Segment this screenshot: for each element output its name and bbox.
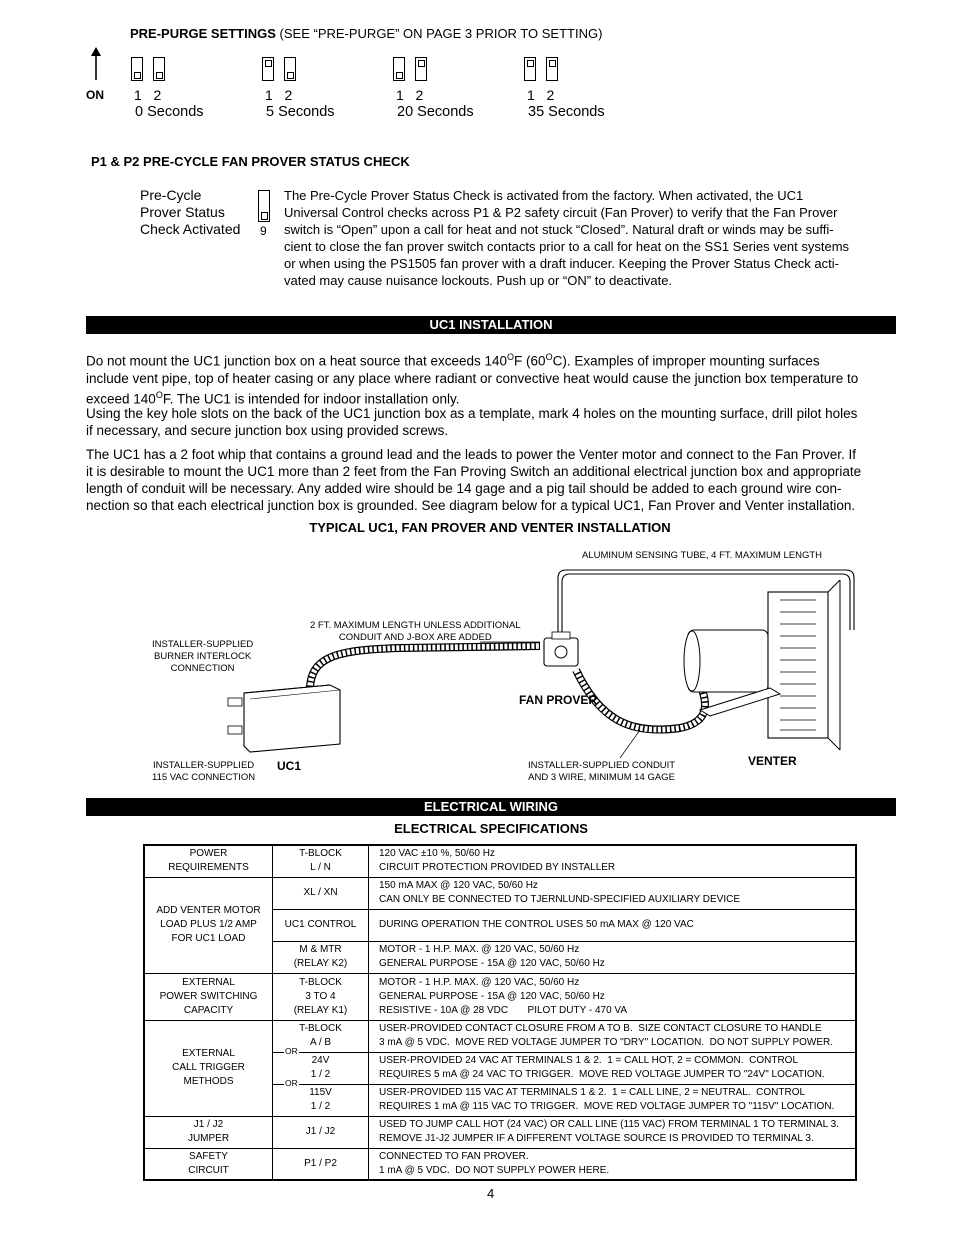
dip-switch-knob (549, 60, 556, 67)
cell-line: CAPACITY (183, 1004, 234, 1016)
cell-line: XL / XN (303, 887, 338, 898)
on-label: ON (86, 88, 104, 102)
cell-line: REQUIRES 1 mA @ 115 VAC TO TRIGGER. MOVE RED VOLTAGE JUMPER TO "115V" LOCATION. (379, 1101, 835, 1112)
installation-line (86, 387, 896, 408)
precycle-description-line: The Pre-Cycle Prover Status Check is activated from the factory. When activated, the UC1 (284, 188, 804, 203)
spec-group-cell (144, 845, 273, 877)
installation-paragraph-2 (86, 405, 896, 439)
precycle-label-line: Prover Status (140, 204, 225, 220)
label-line: 115 VAC CONNECTION (152, 772, 256, 783)
spec-terminal-cell (273, 1148, 369, 1180)
dip-switch-knob (418, 60, 425, 67)
diagram-label-conduit (528, 760, 675, 784)
table-row (144, 973, 856, 1020)
precycle-description-line: vated may cause nuisance lockouts. Push up or “ON” to deactivate. (284, 273, 673, 288)
precycle-label (140, 187, 240, 238)
installation-line: nection so that each electrical junction box is grounded. See diagram below for a typical UC1, Fan Prover and Venter installation. (86, 498, 856, 513)
prepurge-title: PRE-PURGE SETTINGS (130, 26, 276, 41)
switch-numbers: 1 2 (134, 87, 162, 103)
cell-line: GENERAL PURPOSE - 15A @ 120 VAC, 50/60 Hz (379, 990, 605, 1002)
spec-group-cell (144, 877, 273, 973)
cell-line: P1 / P2 (304, 1157, 337, 1169)
cell-line: 1 / 2 (310, 1101, 331, 1112)
spec-group-cell (144, 1148, 273, 1180)
cell-line: J1 / J2 (305, 1126, 336, 1137)
cell-line: REQUIREMENTS (168, 862, 249, 874)
spec-group-cell (144, 1116, 273, 1148)
cell-line: 24V (311, 1055, 330, 1066)
dip-switch-knob (527, 60, 534, 67)
diagram-label-fan-prover: FAN PROVER (519, 693, 598, 707)
installation-paragraph-3 (86, 446, 896, 514)
cell-line: JUMPER (187, 1133, 230, 1144)
degree-sup: O (155, 389, 163, 400)
prepurge-heading (130, 26, 602, 41)
switch-numbers: 1 2 (396, 87, 424, 103)
cell-line: POWER SWITCHING (159, 990, 258, 1002)
label-line: INSTALLER-SUPPLIED (152, 760, 255, 771)
text-run: F (60 (514, 353, 546, 369)
cell-line: A / B (309, 1037, 332, 1048)
spec-terminal-cell (273, 877, 369, 909)
diagram-label-interlock (152, 639, 253, 675)
spec-terminal-cell (273, 973, 369, 1020)
precycle-label-line: Pre-Cycle (140, 187, 202, 203)
installation-line: Using the key hole slots on the back of the UC1 junction box as a template, mark 4 holes on the mounting surface, drill pilot holes (86, 406, 858, 421)
installation-line: it is desirable to mount the UC1 more than 2 feet from the Fan Proving Switch an additional electrical junction box and appropriate (86, 464, 862, 479)
dip-switch-1[interactable] (262, 57, 274, 81)
cell-line: USED TO JUMP CALL HOT (24 VAC) OR CALL LINE (115 VAC) FROM TERMINAL 1 TO TERMINAL 3. (379, 1119, 839, 1130)
dip-switch-2[interactable] (415, 57, 427, 81)
precycle-description (284, 187, 896, 289)
spec-description-cell (369, 845, 857, 877)
dip-switch-knob (134, 72, 141, 79)
prepurge-option-label: 35 Seconds (528, 104, 605, 120)
spec-terminal-cell (273, 1116, 369, 1148)
label-line: INSTALLER-SUPPLIED CONDUIT (528, 760, 676, 771)
cell-line: CAN ONLY BE CONNECTED TO TJERNLUND-SPECIFIED AUXILIARY DEVICE (379, 894, 741, 905)
electrical-specs-table (143, 844, 857, 1181)
spec-group-cell (144, 973, 273, 1020)
spec-terminal-cell (273, 941, 369, 973)
cell-line: 3 TO 4 (305, 990, 336, 1002)
cell-line: SAFETY (189, 1150, 228, 1162)
dip-switch-2[interactable] (284, 57, 296, 81)
cell-line: CONNECTED TO FAN PROVER. (379, 1150, 529, 1162)
cell-line: MOTOR - 1 H.P. MAX. @ 120 VAC, 50/60 Hz (379, 944, 580, 955)
cell-line: FOR UC1 LOAD (171, 933, 246, 944)
installation-line: include vent pipe, top of heater casing or any place where radiant or convective heat would cause the junction box temperature to (86, 370, 859, 386)
precycle-heading: P1 & P2 PRE-CYCLE FAN PROVER STATUS CHECK (91, 154, 410, 169)
degree-sup: O (507, 352, 515, 362)
table-row (144, 1020, 856, 1052)
cell-line: T-BLOCK (299, 976, 342, 988)
switch-numbers: 1 2 (265, 87, 293, 103)
electrical-wiring-band: ELECTRICAL WIRING (86, 798, 896, 816)
precycle-description-line: or when using the PS1505 fan prover with a draft inducer. Keeping the Prover Status Check acti- (284, 256, 839, 271)
dip-switch-knob (156, 72, 163, 79)
label-line: AND 3 WIRE, MINIMUM 14 GAGE (528, 772, 675, 783)
cell-line: M & MTR (299, 944, 342, 955)
cell-line: T-BLOCK (299, 848, 342, 860)
cell-line: CALL TRIGGER (172, 1062, 245, 1073)
installation-line: length of conduit will be necessary. Any added wire should be 14 gage and a pig tail should be added to each ground wire con- (86, 481, 842, 496)
venter-housing (768, 592, 828, 738)
cell-line: 3 mA @ 5 VDC. MOVE RED VOLTAGE JUMPER TO "DRY" LOCATION. DO NOT SUPPLY POWER. (379, 1037, 834, 1048)
text-run: Do not mount the UC1 junction box on a heat source that exceeds 140 (86, 353, 508, 369)
cell-line: REQUIRES 5 mA @ 24 VAC TO TRIGGER. MOVE RED VOLTAGE JUMPER TO "24V" LOCATION. (379, 1069, 825, 1080)
cell-line: (RELAY K2) (293, 958, 348, 969)
page-number: 4 (487, 1186, 495, 1201)
dip-switch-9[interactable] (258, 190, 270, 222)
diagram-label-max-length (310, 620, 521, 644)
or-label: OR (285, 1046, 298, 1056)
vac-fitting (228, 726, 242, 734)
cell-line: J1 / J2 (193, 1119, 224, 1130)
cell-line: METHODS (183, 1076, 234, 1087)
spec-terminal-cell (273, 1084, 369, 1116)
cell-line: DURING OPERATION THE CONTROL USES 50 mA MAX @ 120 VAC (379, 919, 694, 930)
cell-line: EXTERNAL (182, 976, 235, 988)
cell-line: MOTOR - 1 H.P. MAX. @ 120 VAC, 50/60 Hz (379, 976, 580, 988)
switch-numbers: 1 2 (527, 87, 555, 103)
diagram-label-uc1: UC1 (277, 759, 302, 773)
diagram-label-tube: ALUMINUM SENSING TUBE, 4 FT. MAXIMUM LENGTH (582, 550, 822, 561)
cell-line: 115V (309, 1087, 332, 1098)
or-label: OR (285, 1078, 298, 1088)
label-line: 2 FT. MAXIMUM LENGTH UNLESS ADDITIONAL (310, 620, 521, 631)
dip-switch-knob (261, 212, 268, 220)
spec-description-cell (369, 1084, 857, 1116)
prepurge-option-label: 5 Seconds (266, 104, 335, 120)
spec-description-cell (369, 1052, 857, 1084)
table-row (144, 1148, 856, 1180)
prepurge-subtitle: (SEE “PRE-PURGE” ON PAGE 3 PRIOR TO SETTING) (275, 26, 603, 41)
cell-line: EXTERNAL (182, 1048, 235, 1059)
spec-description-cell (369, 1116, 857, 1148)
cell-line: LOAD PLUS 1/2 AMP (160, 919, 257, 930)
spec-description-cell (369, 941, 857, 973)
label-line: BURNER INTERLOCK (154, 651, 252, 662)
spec-terminal-cell (273, 909, 369, 941)
text-run: C). Examples of improper mounting surfaces (552, 353, 820, 369)
spec-description-cell (369, 1148, 857, 1180)
cell-line: 120 VAC ±10 %, 50/60 Hz (379, 848, 495, 860)
prepurge-option-label: 20 Seconds (397, 104, 474, 120)
cell-line: (RELAY K1) (293, 1004, 348, 1016)
installation-line (86, 349, 896, 370)
spec-group-cell (144, 1020, 273, 1116)
dip-switch-knob (287, 72, 294, 79)
table-row (144, 1116, 856, 1148)
precycle-label-line: Check Activated (140, 221, 241, 237)
spec-terminal-cell (273, 845, 369, 877)
diagram-title: TYPICAL UC1, FAN PROVER AND VENTER INSTALLATION (309, 520, 671, 535)
on-arrow-icon (88, 46, 104, 82)
diagram-label-vac (152, 760, 255, 784)
dip-switch-1[interactable] (524, 57, 536, 81)
cell-line: 1 / 2 (310, 1069, 331, 1080)
degree-sup: O (545, 352, 553, 362)
table-row (144, 845, 856, 877)
precycle-description-line: Universal Control checks across P1 & P2 safety circuit (Fan Prover) to verify that the Fan Prover (284, 205, 838, 220)
installation-paragraph-1 (86, 349, 896, 407)
uc1-installation-band: UC1 INSTALLATION (86, 316, 896, 334)
cell-line: CIRCUIT (188, 1164, 229, 1176)
cell-line: L / N (310, 862, 331, 874)
label-line: INSTALLER-SUPPLIED (152, 639, 254, 650)
cell-line: POWER (189, 848, 228, 860)
cell-line: 150 mA MAX @ 120 VAC, 50/60 Hz (379, 880, 538, 891)
electrical-specs-title: ELECTRICAL SPECIFICATIONS (394, 821, 588, 836)
label-line: CONNECTION (170, 663, 235, 674)
diagram-label-venter: VENTER (748, 754, 797, 768)
text-run: exceed 140 (86, 391, 156, 406)
cell-line: USER-PROVIDED CONTACT CLOSURE FROM A TO B. SIZE CONTACT CLOSURE TO HANDLE (379, 1023, 822, 1034)
installation-line: if necessary, and secure junction box using provided screws. (86, 423, 449, 438)
precycle-description-line: switch is “Open” upon a call for heat and not stuck “Closed”. Natural draft or winds may be suffi- (284, 222, 834, 237)
installation-line: The UC1 has a 2 foot whip that contains a ground lead and the leads to power the Venter motor and connect to the Fan Prover. If (86, 447, 856, 462)
interlock-fitting (228, 698, 242, 706)
dip-switch-2[interactable] (546, 57, 558, 81)
dip-switch-1[interactable] (393, 57, 405, 81)
dip-switch-knob (265, 60, 272, 67)
cell-line: ADD VENTER MOTOR (156, 905, 261, 916)
dip-switch-9-number: 9 (260, 224, 267, 238)
dip-switch-1[interactable] (131, 57, 143, 81)
spec-description-cell (369, 909, 857, 941)
label-line: CONDUIT AND J-BOX ARE ADDED (338, 632, 492, 643)
cell-line: UC1 CONTROL (284, 919, 357, 930)
spec-description-cell (369, 877, 857, 909)
cell-line: REMOVE J1-J2 JUMPER IF A DIFFERENT VOLTAGE SOURCE IS PROVIDED TO TERMINAL 3. (379, 1133, 814, 1144)
cell-line: USER-PROVIDED 24 VAC AT TERMINALS 1 & 2. 1 = CALL HOT, 2 = COMMON. CONTROL (379, 1055, 798, 1066)
cell-line: GENERAL PURPOSE - 15A @ 120 VAC, 50/60 Hz (379, 958, 605, 969)
cell-line: CIRCUIT PROTECTION PROVIDED BY INSTALLER (379, 862, 616, 874)
cell-line: 1 mA @ 5 VDC. DO NOT SUPPLY POWER HERE. (379, 1164, 610, 1176)
cell-line: T-BLOCK (299, 1023, 342, 1034)
cell-line: RESISTIVE - 10A @ 28 VDC PILOT DUTY - 470 VA (379, 1004, 628, 1016)
spec-description-cell (369, 973, 857, 1020)
precycle-description-line: cient to close the fan prover switch contacts prior to a call for heat on the SS1 Series vent systems (284, 239, 850, 254)
spec-description-cell (369, 1020, 857, 1052)
prepurge-option-label: 0 Seconds (135, 104, 204, 120)
dip-switch-2[interactable] (153, 57, 165, 81)
table-row (144, 877, 856, 909)
text-run: F. The UC1 is intended for indoor installation only. (162, 391, 460, 406)
cell-line: USER-PROVIDED 115 VAC AT TERMINALS 1 & 2. 1 = CALL LINE, 2 = NEUTRAL. CONTROL (379, 1087, 806, 1098)
dip-switch-knob (396, 72, 403, 79)
